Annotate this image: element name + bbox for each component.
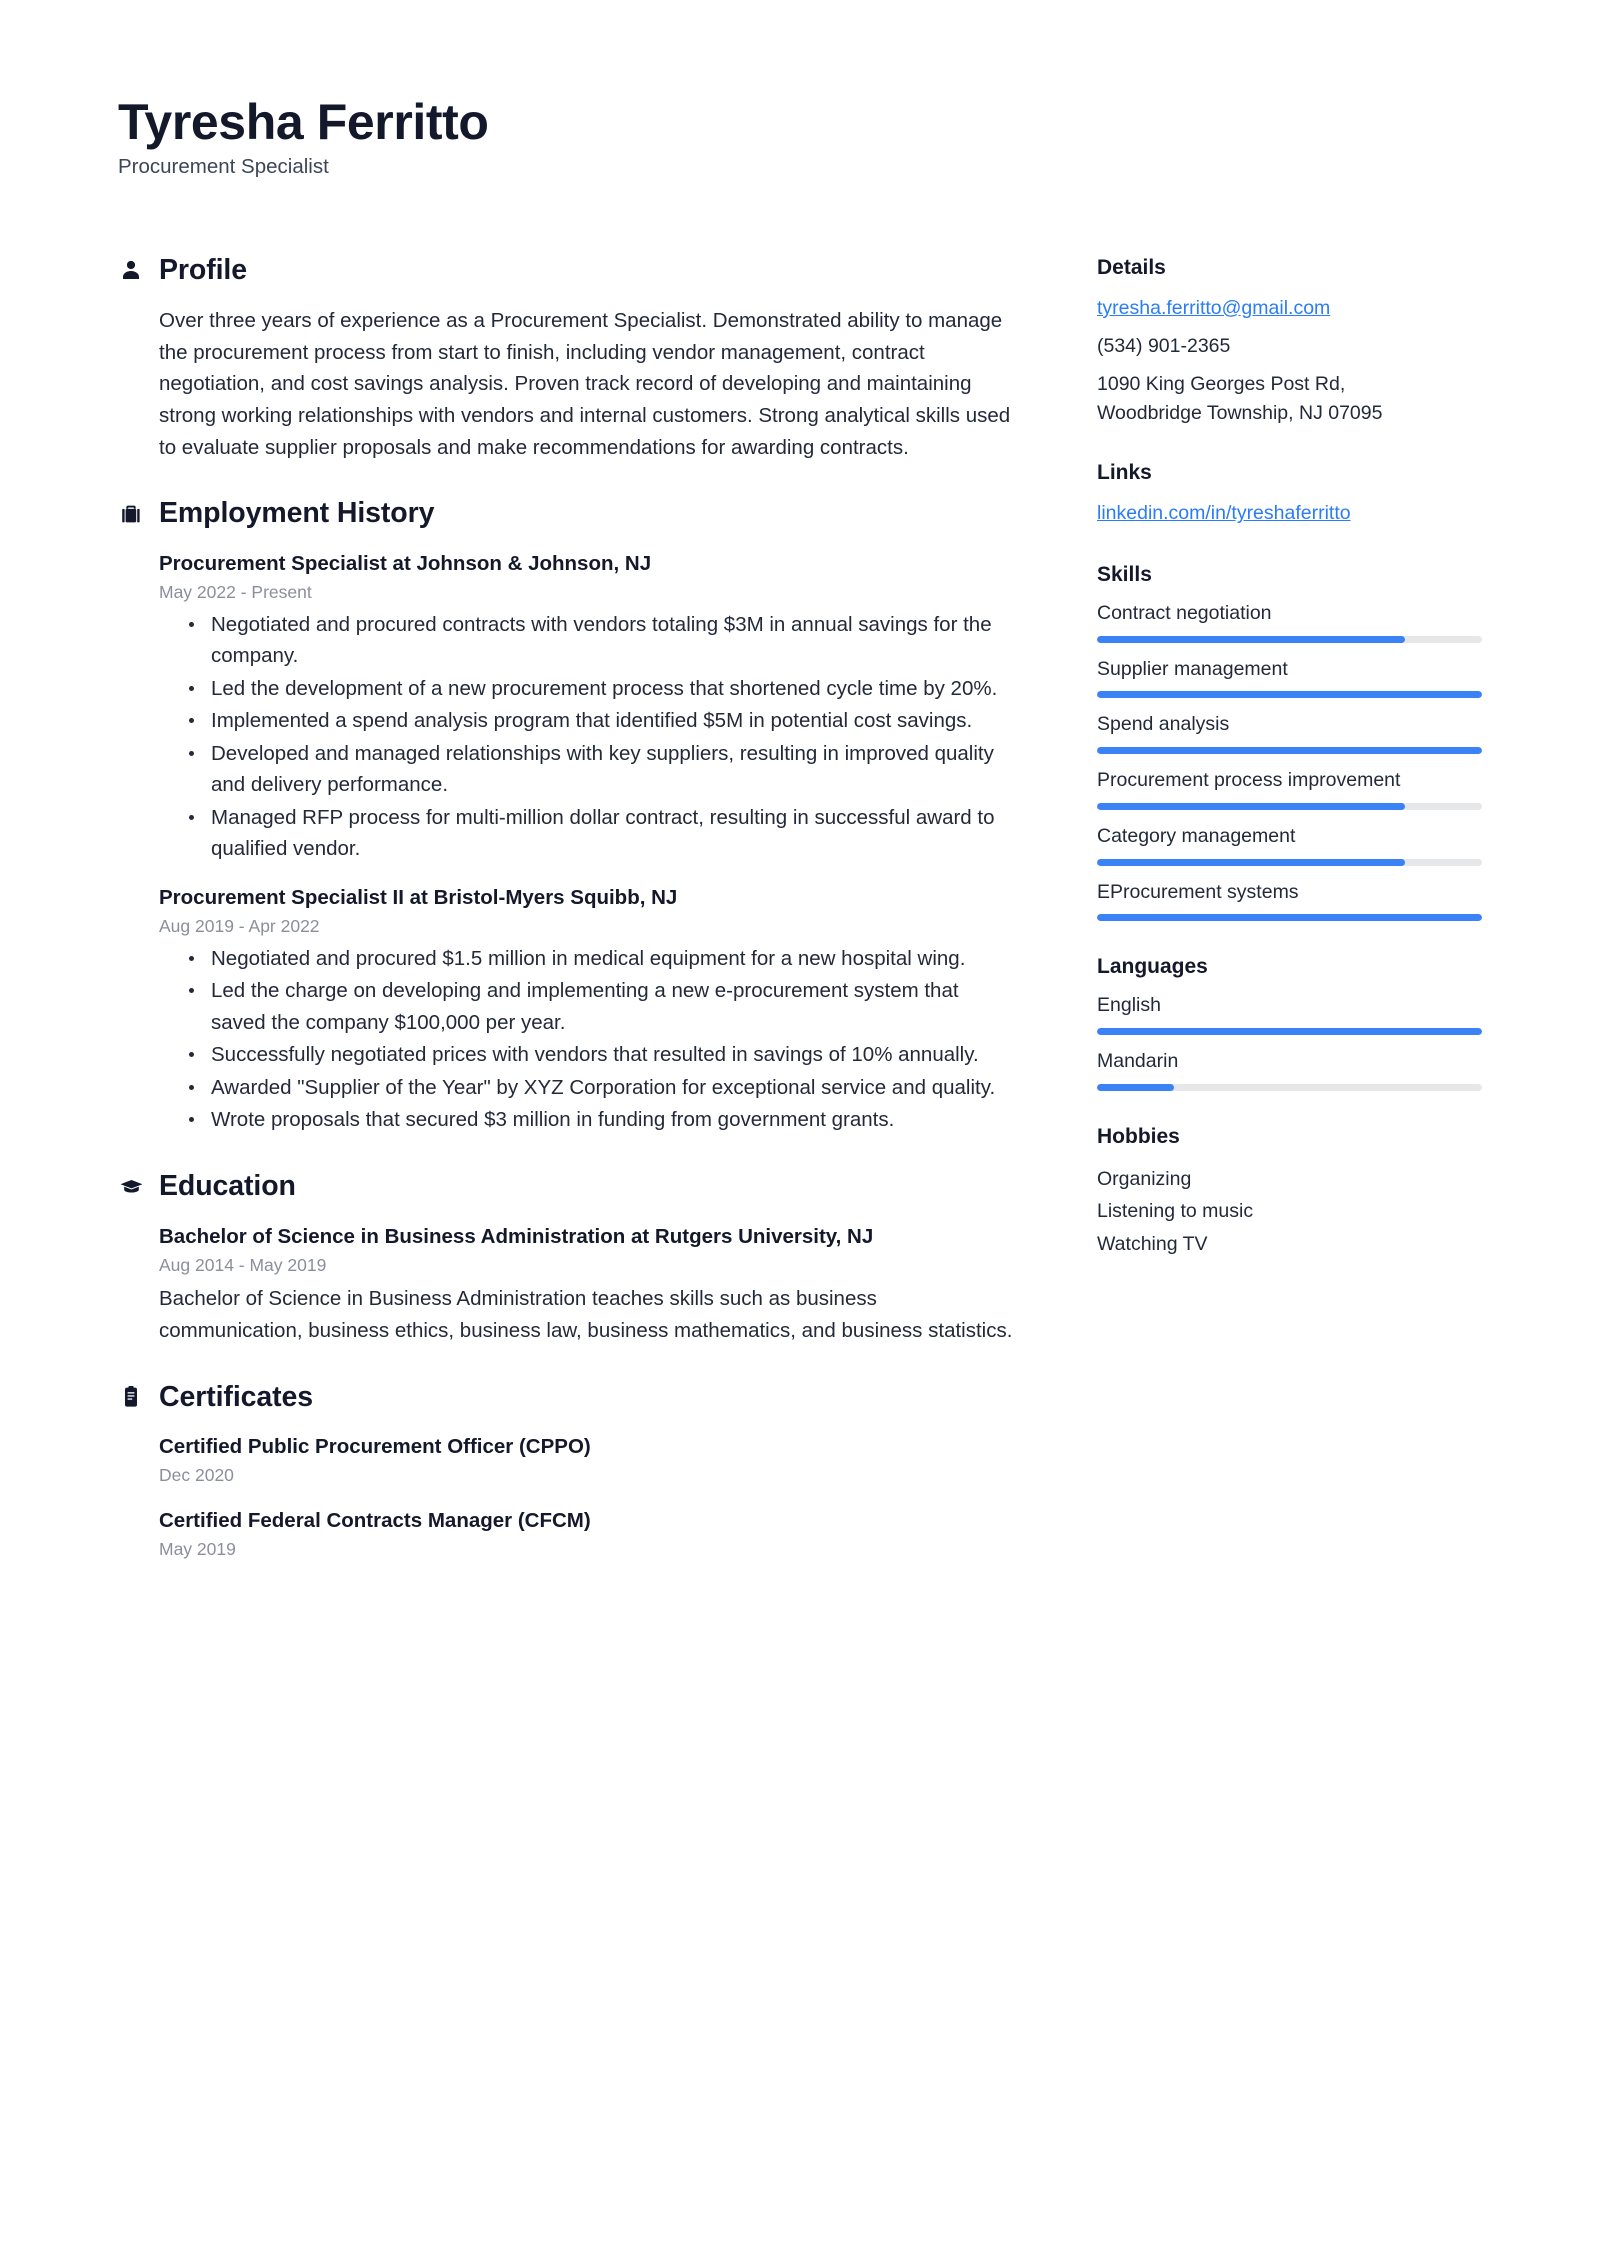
skill-item — [1097, 768, 1482, 810]
sidebar-section-details — [1097, 255, 1482, 428]
list-item: Awarded "Supplier of the Year" by XYZ Corporation for exceptional service and quality. — [211, 1072, 1018, 1104]
certificate-entry — [159, 1506, 1018, 1562]
language-item — [1097, 993, 1482, 1035]
resume-body — [118, 254, 1482, 1596]
section-title: Employment History — [159, 497, 435, 530]
hobby-item: Organizing — [1097, 1168, 1192, 1191]
skill-label: Procurement process improvement — [1097, 769, 1401, 792]
certificates-heading — [118, 1381, 1018, 1414]
employment-body — [118, 549, 1018, 1136]
skill-item — [1097, 880, 1482, 922]
entry-date: May 2019 — [159, 1539, 236, 1560]
sidebar-section-links — [1097, 460, 1482, 528]
education-entry — [159, 1222, 1018, 1347]
address-line-1: 1090 King Georges Post Rd, — [1097, 373, 1346, 396]
sidebar-title: Links — [1097, 461, 1152, 485]
resume-header — [118, 95, 1482, 180]
skill-bar-track — [1097, 691, 1482, 698]
section-title: Education — [159, 1170, 296, 1203]
list-item: Negotiated and procured contracts with vendors totaling $3M in annual savings for the company. — [211, 609, 1018, 672]
sidebar-title: Languages — [1097, 955, 1208, 979]
list-item: Implemented a spend analysis program that identified $5M in potential cost savings. — [211, 705, 1018, 737]
skill-item — [1097, 657, 1482, 699]
skill-bar-track — [1097, 859, 1482, 866]
section-education — [118, 1170, 1018, 1347]
language-label: Mandarin — [1097, 1050, 1179, 1073]
language-bar-track — [1097, 1084, 1482, 1091]
sidebar-title: Skills — [1097, 562, 1152, 586]
certificate-entry — [159, 1432, 1018, 1488]
list-item: Wrote proposals that secured $3 million in funding from government grants. — [211, 1104, 1018, 1136]
entry-description: Bachelor of Science in Business Administration teaches skills such as business communication, business ethics, business law, business mathematics, and business statistics. — [159, 1287, 1013, 1342]
education-body — [118, 1222, 1018, 1347]
skill-label: Category management — [1097, 824, 1296, 847]
skill-bar-fill — [1097, 747, 1482, 754]
entry-title: Certified Public Procurement Officer (CPPO) — [159, 1435, 591, 1459]
entry-date: Aug 2014 - May 2019 — [159, 1254, 327, 1275]
certificates-body — [118, 1432, 1018, 1561]
sidebar-section-skills — [1097, 562, 1482, 922]
sidebar-title: Details — [1097, 255, 1166, 279]
entry-bullets — [159, 609, 1018, 866]
address-line-2: Woodbridge Township, NJ 07095 — [1097, 401, 1383, 424]
section-title: Profile — [159, 253, 247, 286]
skill-bar-fill — [1097, 636, 1405, 643]
entry-title: Procurement Specialist II at Bristol-Myers Squibb, NJ — [159, 886, 678, 910]
clipboard-icon — [118, 1384, 144, 1410]
language-bar-track — [1097, 1028, 1482, 1035]
hobby-item: Watching TV — [1097, 1232, 1208, 1255]
list-item: Negotiated and procured $1.5 million in medical equipment for a new hospital wing. — [211, 943, 1018, 975]
skill-bar-track — [1097, 636, 1482, 643]
skill-bar-fill — [1097, 914, 1482, 921]
main-column — [118, 254, 1018, 1596]
sidebar-section-hobbies — [1097, 1124, 1482, 1260]
list-item: Led the charge on developing and implementing a new e-procurement system that saved the company $100,000 per year. — [211, 975, 1018, 1038]
language-bar-fill — [1097, 1084, 1174, 1091]
section-employment — [118, 497, 1018, 1136]
entry-title: Procurement Specialist at Johnson & Johnson, NJ — [159, 551, 652, 575]
skill-bar-track — [1097, 747, 1482, 754]
language-label: English — [1097, 994, 1161, 1017]
phone-text: (534) 901-2365 — [1097, 335, 1231, 358]
entry-bullets — [159, 943, 1018, 1136]
sidebar-section-languages — [1097, 954, 1482, 1091]
linkedin-link[interactable]: linkedin.com/in/tyreshaferritto — [1097, 502, 1351, 525]
job-title: Procurement Specialist — [118, 155, 329, 178]
skill-label: Contract negotiation — [1097, 601, 1272, 624]
person-icon — [118, 257, 144, 283]
employment-entry — [159, 549, 1018, 865]
graduation-cap-icon — [118, 1173, 144, 1199]
skill-bar-fill — [1097, 691, 1482, 698]
employment-entry — [159, 883, 1018, 1136]
skill-bar-fill — [1097, 859, 1405, 866]
employment-heading — [118, 497, 1018, 530]
sidebar-column — [1097, 254, 1482, 1294]
entry-date: May 2022 - Present — [159, 582, 312, 603]
profile-text: Over three years of experience as a Procurement Specialist. Demonstrated ability to manage the procurement process from start to finish, including vendor management, contract negotiation, and cost savings analysis. Proven track record of developing and maintaining strong working relationships with vendors and internal customers. Strong analytical skills used to evaluate supplier proposals and make recommendations for awarding contracts. — [159, 309, 1011, 459]
skill-item — [1097, 824, 1482, 866]
skill-bar-fill — [1097, 803, 1405, 810]
email-link[interactable]: tyresha.ferritto@gmail.com — [1097, 296, 1331, 319]
skill-item — [1097, 712, 1482, 754]
section-title: Certificates — [159, 1380, 314, 1413]
skill-bar-track — [1097, 803, 1482, 810]
profile-heading — [118, 254, 1018, 287]
sidebar-title: Hobbies — [1097, 1124, 1180, 1148]
entry-date: Aug 2019 - Apr 2022 — [159, 916, 320, 937]
briefcase-icon — [118, 501, 144, 527]
skill-label: Supplier management — [1097, 657, 1288, 680]
education-heading — [118, 1170, 1018, 1203]
entry-date: Dec 2020 — [159, 1465, 234, 1486]
language-item — [1097, 1049, 1482, 1091]
language-bar-fill — [1097, 1028, 1482, 1035]
skill-label: EProcurement systems — [1097, 880, 1299, 903]
section-certificates — [118, 1381, 1018, 1562]
skill-bar-track — [1097, 914, 1482, 921]
list-item: Managed RFP process for multi-million dollar contract, resulting in successful award to qualified vendor. — [211, 802, 1018, 865]
profile-body — [118, 305, 1018, 463]
skill-item — [1097, 601, 1482, 643]
hobby-item: Listening to music — [1097, 1200, 1254, 1223]
entry-title: Bachelor of Science in Business Administration at Rutgers University, NJ — [159, 1224, 874, 1248]
entry-title: Certified Federal Contracts Manager (CFCM) — [159, 1508, 591, 1532]
list-item: Led the development of a new procurement process that shortened cycle time by 20%. — [211, 673, 1018, 705]
section-profile — [118, 254, 1018, 464]
skill-label: Spend analysis — [1097, 713, 1230, 736]
list-item: Successfully negotiated prices with vendors that resulted in savings of 10% annually. — [211, 1039, 1018, 1071]
full-name: Tyresha Ferritto — [118, 94, 489, 150]
list-item: Developed and managed relationships with key suppliers, resulting in improved quality and delivery performance. — [211, 738, 1018, 801]
